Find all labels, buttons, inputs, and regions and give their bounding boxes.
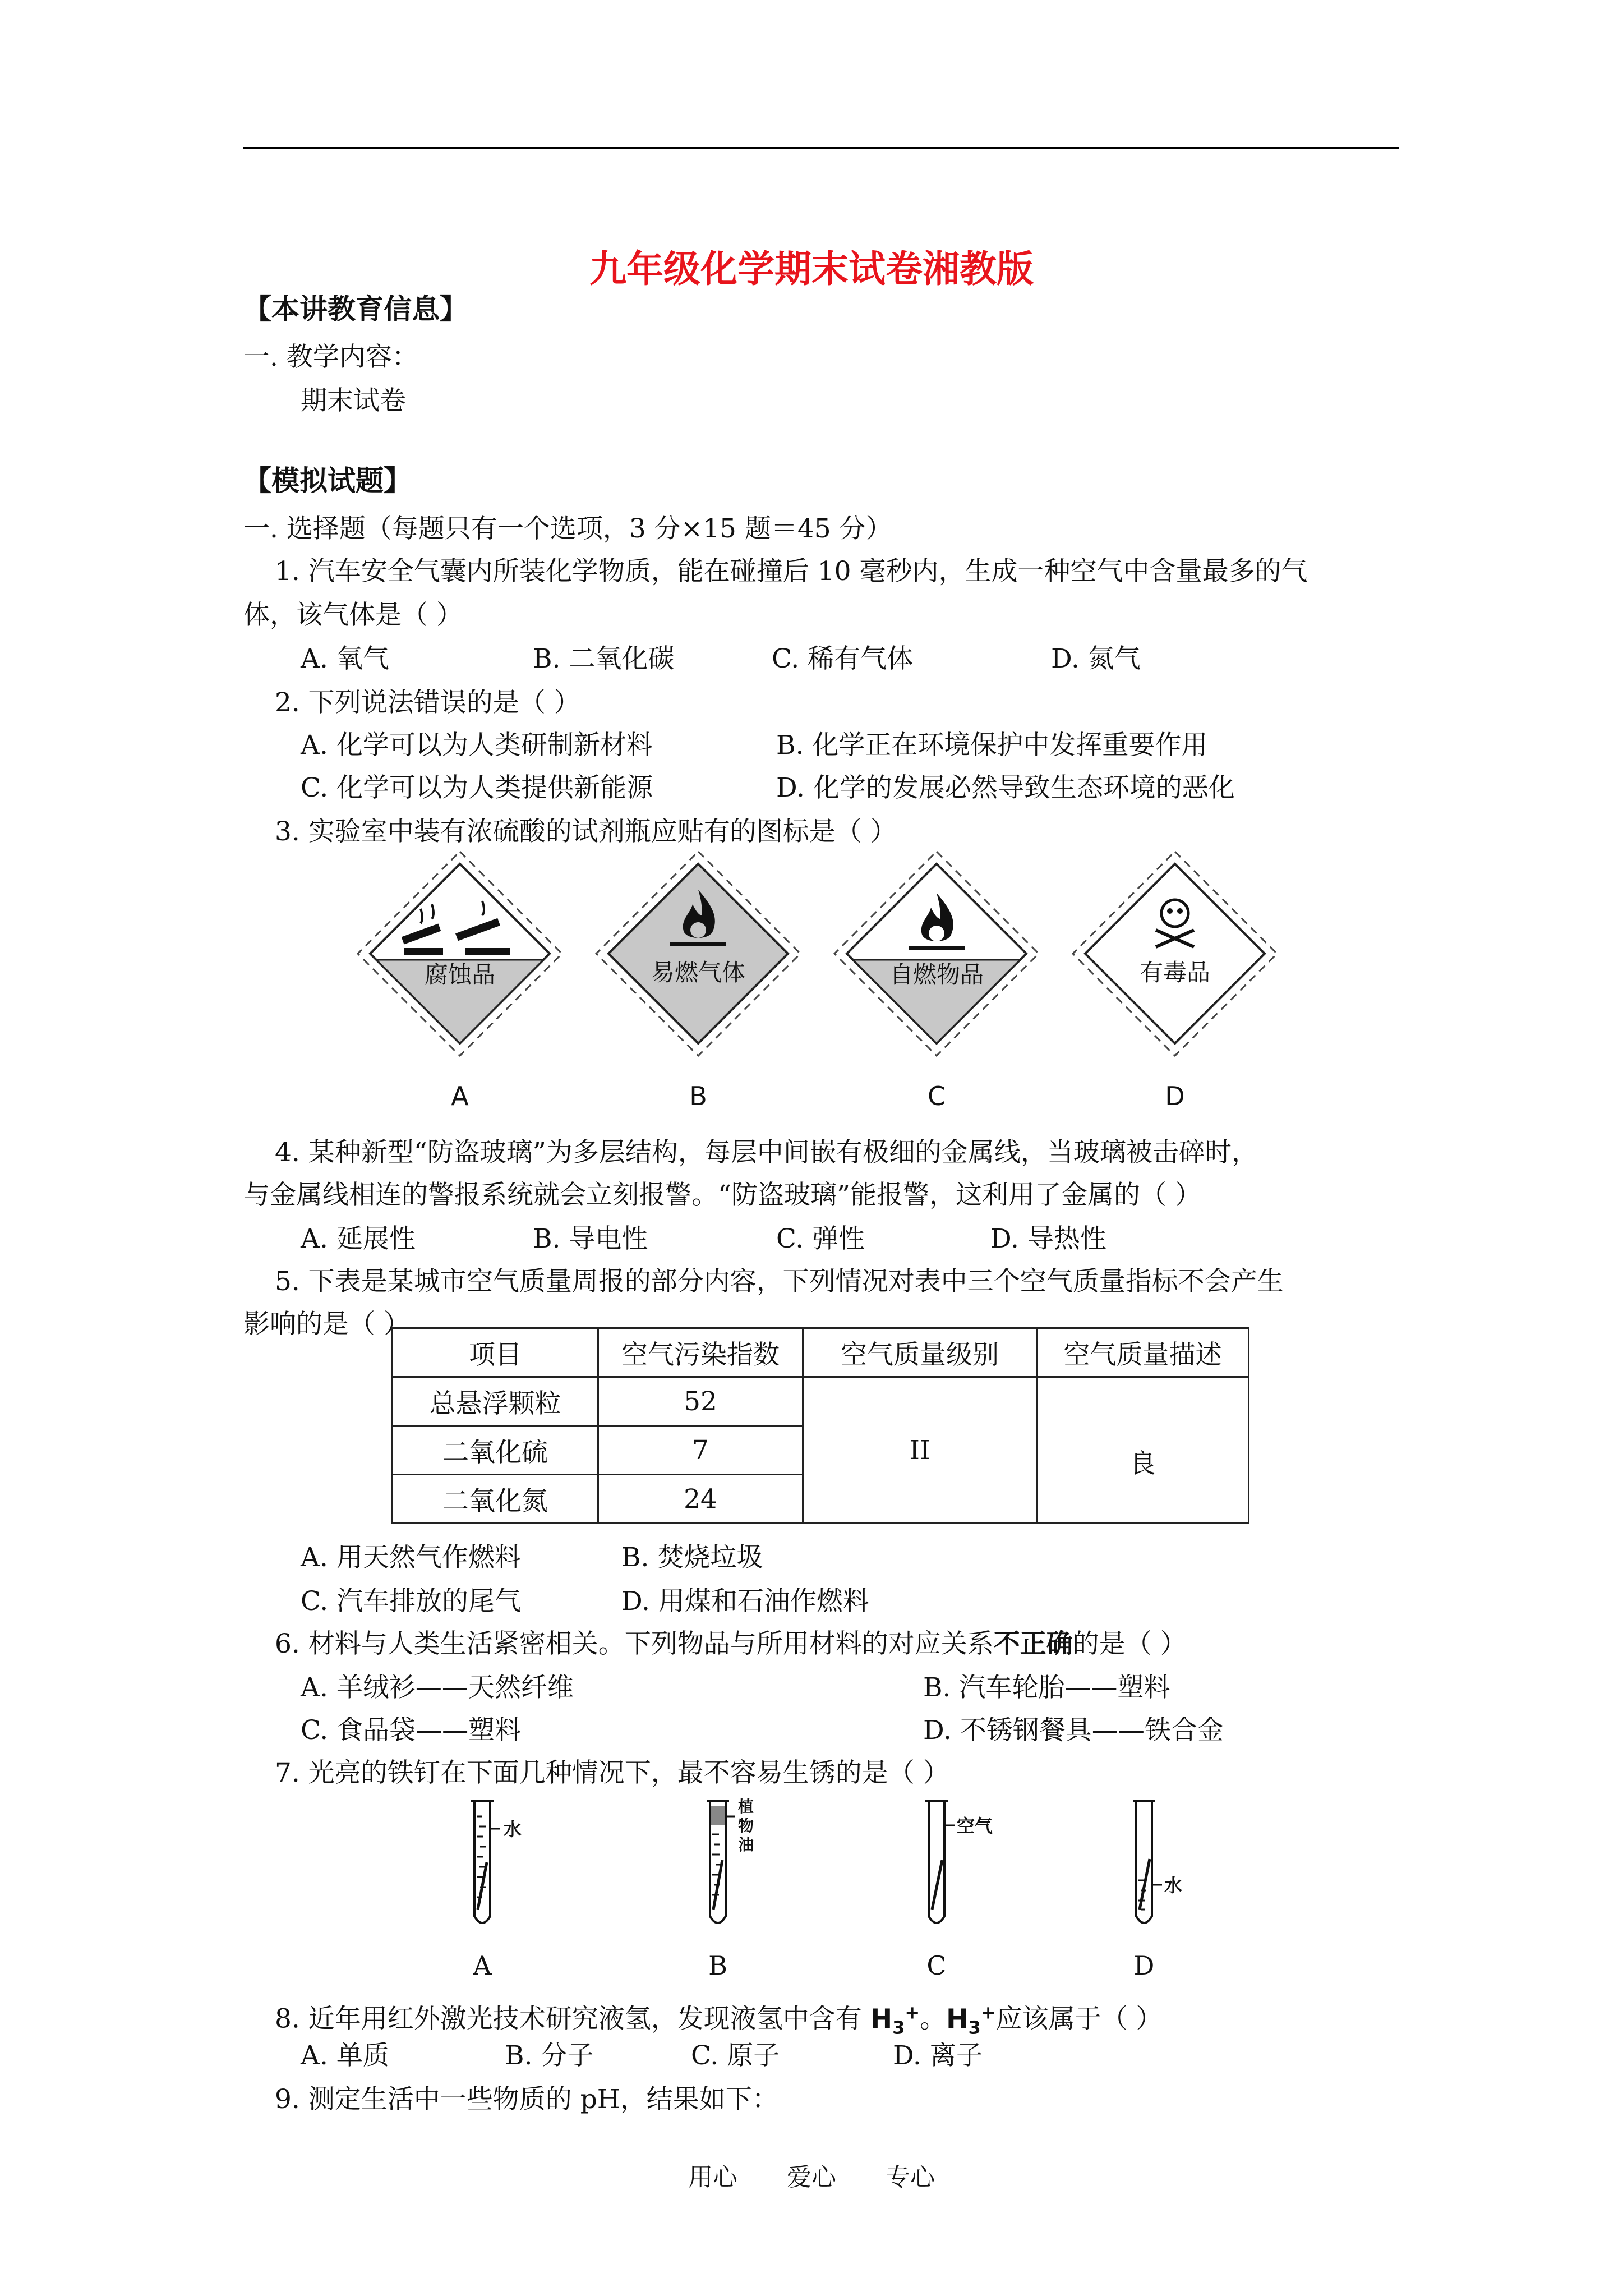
sign-a-text: 腐蚀品 bbox=[424, 961, 496, 988]
q5-stem-line1: 5. 下表是某城市空气质量周报的部分内容，下列情况对表中三个空气质量指标不会产生 bbox=[275, 1266, 1284, 1297]
page-footer bbox=[0, 2157, 1623, 2193]
q2-option-d: D. 化学的发展必然导致生态环境的恶化 bbox=[776, 772, 1235, 803]
q2-option-c: C. 化学可以为人类提供新能源 bbox=[301, 772, 653, 803]
tube-a-letter: A bbox=[473, 1950, 492, 1981]
q5-option-d: D. 用煤和石油作燃料 bbox=[621, 1586, 869, 1617]
hazard-sign-corrosive bbox=[358, 852, 562, 1111]
q1-option-a: A. 氧气 bbox=[301, 643, 389, 674]
tube-c-label: 空气 bbox=[957, 1815, 993, 1837]
section-info-heading: 【本讲教育信息】 bbox=[243, 293, 468, 325]
sign-b-letter: B bbox=[689, 1081, 707, 1111]
table-row bbox=[393, 1377, 1249, 1426]
sign-d-text: 有毒品 bbox=[1139, 959, 1211, 986]
q4-option-a: A. 延展性 bbox=[301, 1223, 416, 1254]
q1-option-c: C. 稀有气体 bbox=[772, 643, 914, 674]
table-header-cell: 空气质量描述 bbox=[1037, 1328, 1249, 1377]
table-header-row bbox=[393, 1328, 1249, 1377]
q1-stem-line2: 体，该气体是（ ） bbox=[243, 600, 463, 631]
q8-option-b: B. 分子 bbox=[505, 2040, 594, 2071]
q8-option-a: A. 单质 bbox=[301, 2040, 389, 2071]
tube-b-label: 植物油 bbox=[738, 1797, 754, 1854]
header-rule bbox=[243, 147, 1399, 149]
table-header-cell: 空气质量级别 bbox=[803, 1328, 1037, 1377]
q4-option-b: B. 导电性 bbox=[533, 1223, 648, 1254]
pollutant-name: 二氧化硫 bbox=[393, 1426, 598, 1475]
page-title: 九年级化学期末试卷湘教版 bbox=[589, 247, 1034, 291]
hazard-sign-spontaneous-combustion bbox=[834, 852, 1039, 1111]
footer-item: 专心 bbox=[886, 2163, 935, 2192]
hazard-sign-toxic bbox=[1073, 852, 1277, 1111]
q6-emphasis: 不正确 bbox=[993, 1628, 1073, 1659]
q1-option-d: D. 氮气 bbox=[1051, 643, 1141, 674]
q6-option-d: D. 不锈钢餐具——铁合金 bbox=[923, 1715, 1224, 1746]
q7-stem: 7. 光亮的铁钉在下面几种情况下，最不容易生锈的是（ ） bbox=[275, 1757, 949, 1788]
q5-option-a: A. 用天然气作燃料 bbox=[301, 1542, 521, 1573]
q6-stem: 6. 材料与人类生活紧密相关。下列物品与所用材料的对应关系不正确的是（ ） bbox=[275, 1628, 1187, 1659]
q4-stem-line1: 4. 某种新型“防盗玻璃”为多层结构，每层中间嵌有极细的金属线，当玻璃被击碎时， bbox=[275, 1137, 1258, 1168]
q1-stem-line1: 1. 汽车安全气囊内所装化学物质，能在碰撞后 10 毫秒内，生成一种空气中含量最多的气 bbox=[275, 556, 1308, 587]
sign-c-text: 自燃物品 bbox=[889, 961, 984, 988]
pollution-index: 52 bbox=[598, 1377, 803, 1426]
test-tube-d bbox=[1133, 1801, 1182, 1981]
test-tubes-figure bbox=[426, 1789, 1211, 1986]
h3-ion-formula: $H_3^+$ bbox=[870, 2001, 920, 2039]
q8-stem: 8. 近年用红外激光技术研究液氢，发现液氢中含有 $H_3^+$。$H_3^+$应该属于（ ） bbox=[275, 2001, 1163, 2039]
part1-heading: 一. 选择题（每题只有一个选项，3 分×15 题＝45 分） bbox=[243, 513, 892, 544]
sign-c-letter: C bbox=[927, 1081, 946, 1111]
q4-option-d: D. 导热性 bbox=[990, 1223, 1106, 1254]
tube-c-letter: C bbox=[926, 1950, 947, 1981]
pollution-index: 24 bbox=[598, 1475, 803, 1524]
q1-option-b: B. 二氧化碳 bbox=[533, 643, 675, 674]
tube-b-letter: B bbox=[708, 1950, 727, 1981]
sign-d-letter: D bbox=[1165, 1081, 1185, 1111]
q4-stem-line2: 与金属线相连的警报系统就会立刻报警。“防盗玻璃”能报警，这利用了金属的（ ） bbox=[243, 1180, 1201, 1211]
footer-item: 用心 bbox=[688, 2163, 737, 2192]
air-quality-level: II bbox=[803, 1377, 1037, 1524]
pollutant-name: 总悬浮颗粒 bbox=[393, 1377, 598, 1426]
tube-d-letter: D bbox=[1133, 1950, 1155, 1981]
hazard-signs-figure bbox=[348, 841, 1312, 1116]
section-sim-heading: 【模拟试题】 bbox=[243, 464, 412, 497]
q5-option-c: C. 汽车排放的尾气 bbox=[301, 1586, 522, 1617]
air-quality-table bbox=[391, 1327, 1249, 1524]
q8-option-c: C. 原子 bbox=[691, 2040, 780, 2071]
pollution-index: 7 bbox=[598, 1426, 803, 1475]
q4-option-c: C. 弹性 bbox=[776, 1223, 865, 1254]
q2-option-a: A. 化学可以为人类研制新材料 bbox=[301, 730, 653, 761]
q8-option-d: D. 离子 bbox=[893, 2040, 983, 2071]
q2-option-b: B. 化学正在环境保护中发挥重要作用 bbox=[776, 730, 1208, 761]
q6-option-a: A. 羊绒衫——天然纤维 bbox=[301, 1672, 574, 1703]
q3-stem: 3. 实验室中装有浓硫酸的试剂瓶应贴有的图标是（ ） bbox=[275, 816, 897, 847]
test-tube-c bbox=[925, 1801, 993, 1981]
tube-d-label: 水 bbox=[1164, 1875, 1183, 1896]
test-tube-b bbox=[707, 1797, 754, 1981]
table-header-cell: 项目 bbox=[393, 1328, 598, 1377]
q6-option-c: C. 食品袋——塑料 bbox=[301, 1715, 522, 1746]
hazard-sign-flammable-gas bbox=[596, 852, 800, 1111]
q5-stem-line2: 影响的是（ ） bbox=[243, 1309, 410, 1340]
q9-stem: 9. 测定生活中一些物质的 pH，结果如下： bbox=[275, 2084, 778, 2115]
info-content-value: 期末试卷 bbox=[301, 385, 406, 416]
table-header-cell: 空气污染指数 bbox=[598, 1328, 803, 1377]
q6-option-b: B. 汽车轮胎——塑料 bbox=[923, 1672, 1170, 1703]
info-content-line: 一. 教学内容： bbox=[243, 342, 418, 372]
test-tube-a bbox=[471, 1801, 522, 1981]
sign-b-text: 易燃气体 bbox=[651, 959, 746, 986]
sign-a-letter: A bbox=[451, 1081, 469, 1111]
pollutant-name: 二氧化氮 bbox=[393, 1475, 598, 1524]
q2-stem: 2. 下列说法错误的是（ ） bbox=[275, 687, 580, 718]
air-quality-description: 良 bbox=[1037, 1377, 1249, 1524]
footer-item: 爱心 bbox=[787, 2163, 836, 2192]
q5-option-b: B. 焚烧垃圾 bbox=[621, 1542, 763, 1573]
tube-a-label: 水 bbox=[504, 1819, 522, 1840]
h3-ion-formula: $H_3^+$ bbox=[946, 2001, 996, 2039]
